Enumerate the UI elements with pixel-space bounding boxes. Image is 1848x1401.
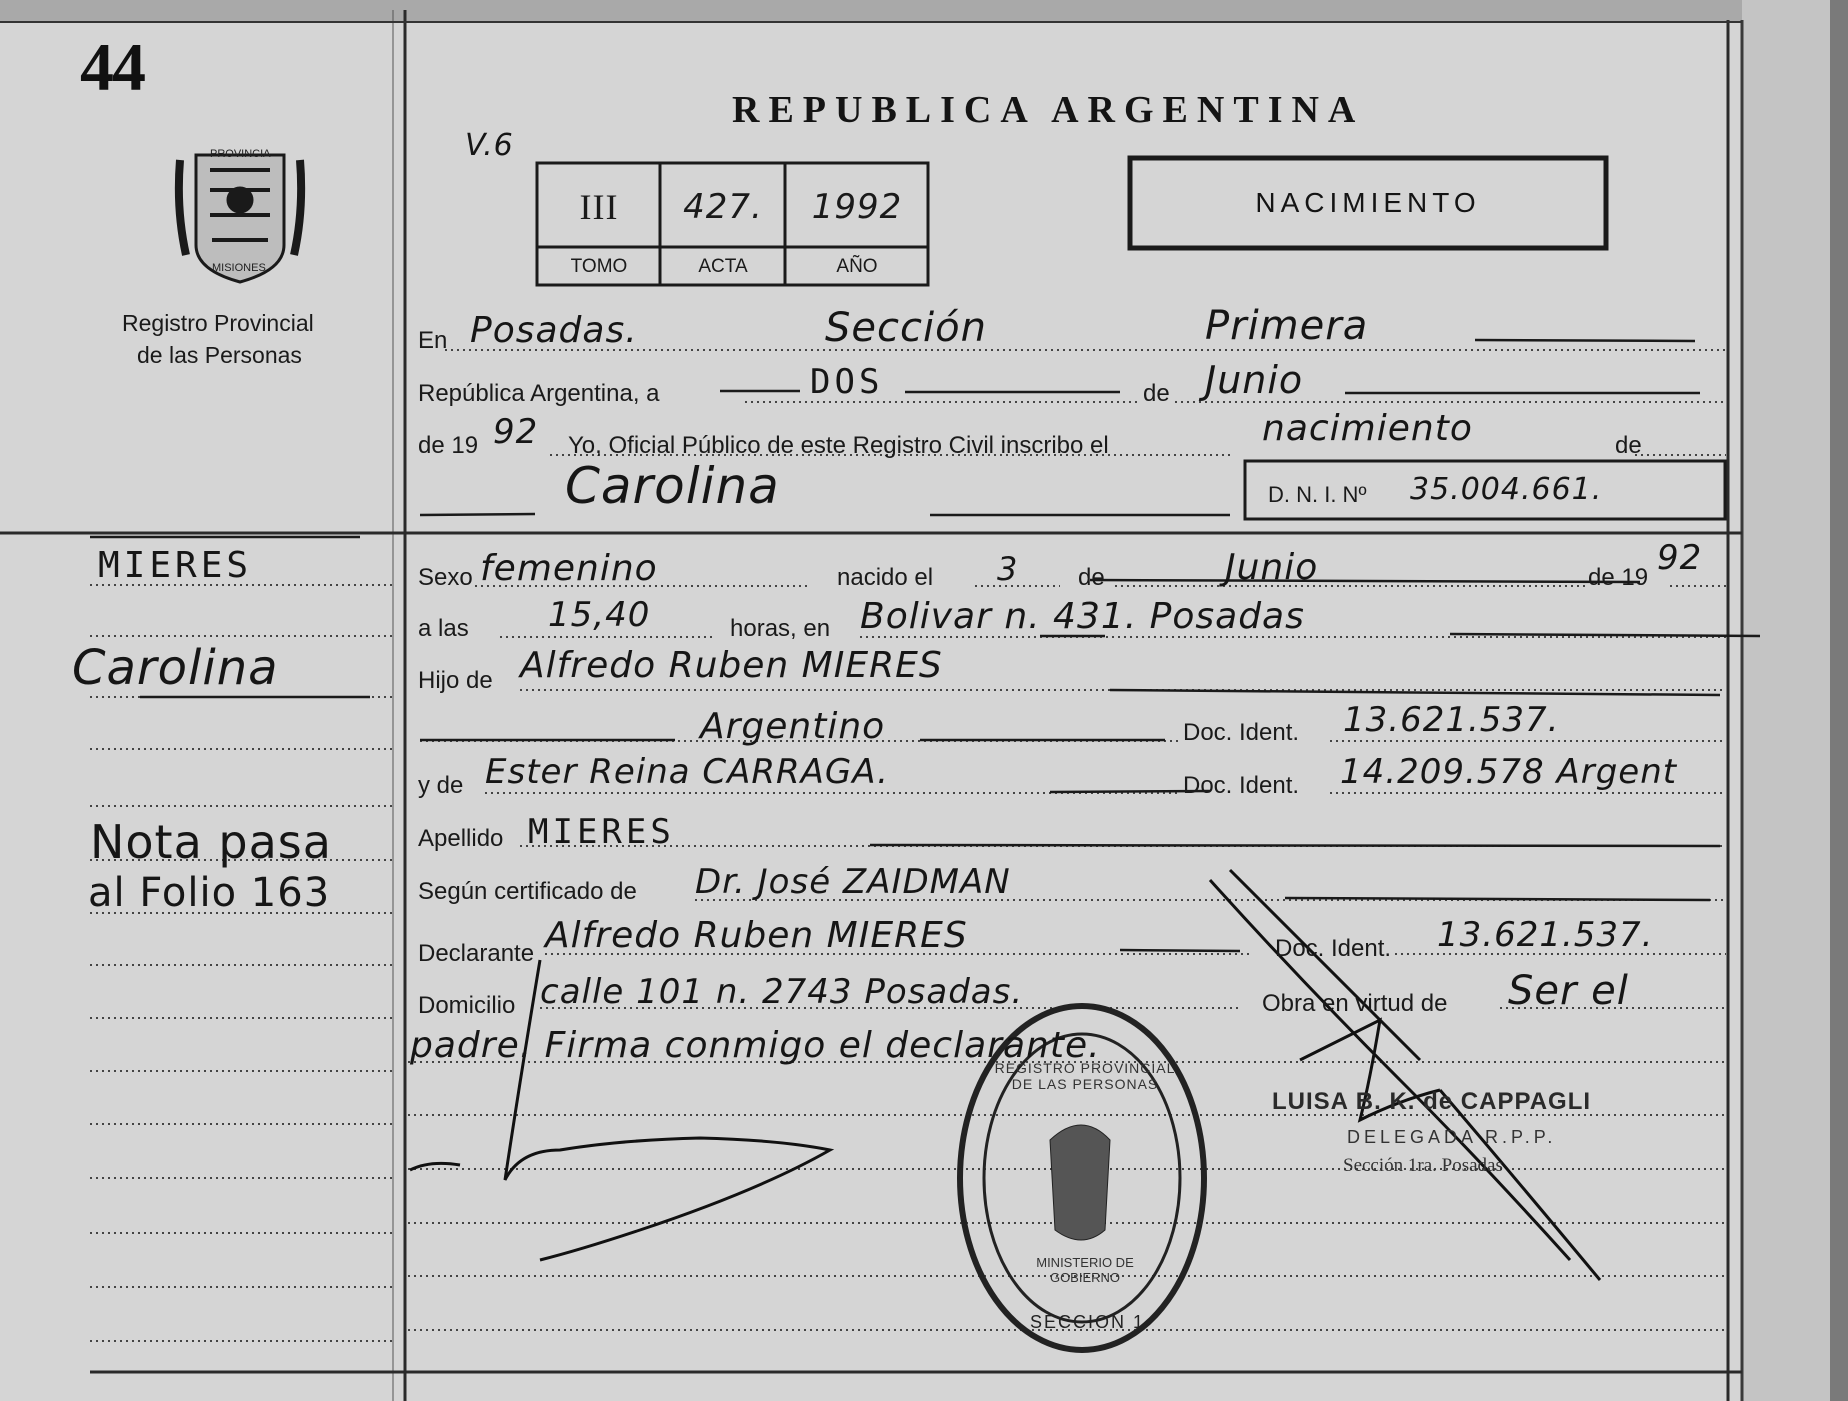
registry-name-line1: Registro Provincial: [122, 310, 314, 336]
label-republica: República Argentina, a: [418, 380, 660, 407]
label-de-19-2: de 19: [1588, 564, 1649, 591]
label-nacido: nacido el: [837, 564, 934, 591]
value-event-type: nacimiento: [1262, 408, 1473, 449]
label-horas-en: horas, en: [730, 615, 831, 642]
ano-label: AÑO: [836, 255, 878, 277]
value-declarante-doc: 13.621.537.: [1437, 915, 1654, 955]
label-de-19: de 19: [418, 432, 479, 459]
label-doc-ident-3: Doc. Ident.: [1275, 935, 1392, 962]
country-title: REPUBLICA ARGENTINA: [732, 89, 1365, 131]
acta-label: ACTA: [698, 255, 748, 277]
label-de-1: de: [1143, 380, 1170, 407]
folio-number: 44: [80, 29, 144, 105]
value-month: Junio: [1205, 358, 1304, 402]
index-surname: MIERES: [98, 545, 253, 586]
label-obra: Obra en virtud de: [1262, 990, 1448, 1017]
round-seal-bottom-text: MINISTERIO DE GOBIERNO: [1036, 1255, 1134, 1285]
label-domicilio: Domicilio: [418, 992, 516, 1019]
value-birthplace: Bolivar n. 431. Posadas: [860, 596, 1305, 637]
label-de-3: de: [1078, 564, 1105, 591]
label-declarante: Declarante: [418, 940, 535, 967]
delegate-stamp-name: LUISA B. K. de CAPPAGLI: [1272, 1088, 1592, 1115]
label-a-las: a las: [418, 615, 469, 642]
value-declarante: Alfredo Ruben MIERES: [545, 915, 968, 956]
delegate-stamp-section: Sección 1ra. Posadas: [1343, 1155, 1503, 1176]
emblem-text-top: PROVINCIA: [210, 148, 271, 160]
round-seal-top-text: REGISTRO PROVINCIAL DE LAS PERSONAS: [994, 1060, 1176, 1092]
index-note-line1: Nota pasa: [90, 815, 332, 869]
tomo-label: TOMO: [570, 255, 628, 277]
value-hour: 15,40: [548, 595, 651, 635]
delegate-stamp-role: DELEGADA R.P.P.: [1347, 1127, 1557, 1147]
value-year-short: 92: [493, 412, 539, 452]
label-doc-ident-2: Doc. Ident.: [1183, 772, 1300, 799]
value-father-doc: 13.621.537.: [1343, 700, 1560, 740]
value-obra: Ser el: [1508, 968, 1629, 1014]
acta-value: 427.: [683, 187, 763, 227]
value-child-name: Carolina: [565, 457, 780, 515]
emblem-text-bottom: MISIONES: [212, 262, 266, 274]
value-day: DOS: [810, 362, 884, 402]
label-sexo: Sexo: [418, 564, 473, 591]
value-father-nationality: Argentino: [700, 706, 886, 747]
value-father: Alfredo Ruben MIERES: [520, 645, 943, 686]
label-y-de: y de: [418, 772, 464, 799]
label-apellido: Apellido: [418, 825, 504, 852]
index-note-line2: al Folio 163: [88, 870, 331, 916]
value-dni: 35.004.661.: [1410, 472, 1603, 507]
value-birth-year: 92: [1657, 538, 1703, 578]
value-birth-month: Junio: [1225, 547, 1319, 588]
value-city: Posadas.: [470, 310, 638, 351]
label-hijo-de: Hijo de: [418, 667, 493, 694]
value-mother-doc: 14.209.578 Argent: [1340, 752, 1678, 792]
ano-value: 1992: [811, 187, 903, 227]
registry-name-line2: de las Personas: [137, 342, 302, 368]
value-primera: Primera: [1205, 303, 1369, 349]
label-yo-oficial: Yo, Oficial Público de este Registro Civil inscribo el: [568, 432, 1109, 459]
value-birth-day: 3: [997, 550, 1019, 588]
value-certificado: Dr. José ZAIDMAN: [695, 862, 1011, 902]
label-en: En: [418, 327, 448, 354]
label-doc-ident-1: Doc. Ident.: [1183, 719, 1300, 746]
value-continuation: padre. Firma conmigo el declarante.: [410, 1025, 1101, 1066]
index-given-name: Carolina: [72, 640, 279, 696]
label-certificado: Según certificado de: [418, 878, 637, 905]
value-domicilio: calle 101 n. 2743 Posadas.: [540, 972, 1024, 1012]
tomo-value: III: [579, 187, 619, 227]
label-dni: D. N. I. Nº: [1268, 482, 1367, 507]
round-seal-section: SECCION 1: [1030, 1312, 1146, 1332]
handwritten-mark: V.6: [465, 128, 514, 163]
label-de-2: de: [1615, 432, 1642, 459]
document-type-box: NACIMIENTO: [1255, 187, 1481, 218]
value-mother: Ester Reina CARRAGA.: [485, 752, 889, 792]
value-seccion: Sección: [825, 305, 987, 351]
value-apellido: MIERES: [528, 812, 675, 852]
value-sexo: femenino: [480, 548, 658, 589]
